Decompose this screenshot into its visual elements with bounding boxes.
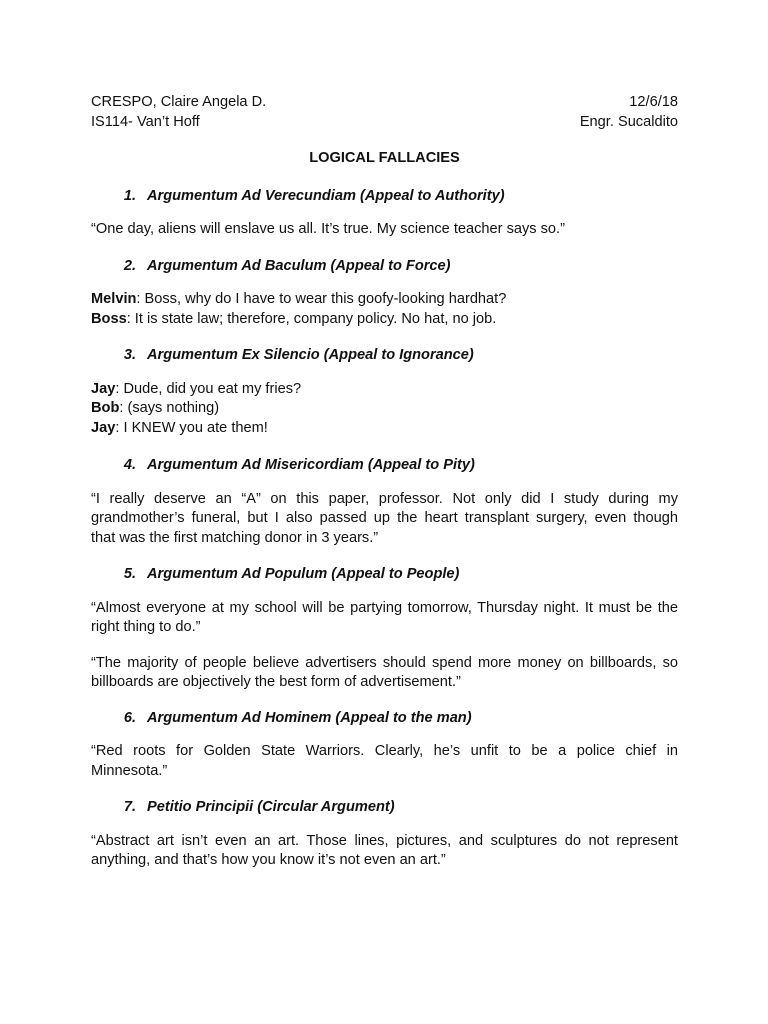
section-title: Argumentum Ex Silencio (Appeal to Ignorance) [147, 347, 474, 363]
paragraph-line: “Abstract art isn’t even an art. Those lines, pictures, and sculptures do not represent [91, 832, 678, 849]
paragraph-line: “Almost everyone at my school will be partying tomorrow, Thursday night. It must be the [91, 599, 678, 616]
example-paragraph [91, 742, 678, 781]
section-title: Argumentum Ad Misericordiam (Appeal to Pity) [147, 457, 475, 473]
fallacy-section [91, 257, 678, 330]
paragraph-line: “I really deserve an “A” on this paper, professor. Not only did I study during my [91, 490, 678, 507]
document-page [91, 93, 678, 871]
example-paragraph [91, 832, 678, 871]
paragraph-line: grandmother’s funeral, but I also passed up the heart transplant surgery, even though [91, 510, 678, 526]
dialogue-text: : I KNEW you ate them! [115, 419, 268, 436]
section-number: 2. [123, 257, 136, 274]
document-date: 12/6/18 [629, 94, 678, 110]
instructor-name: Engr. Sucaldito [579, 113, 678, 130]
dialogue-text: : Dude, did you eat my fries? [115, 380, 302, 397]
fallacy-section [91, 456, 678, 548]
section-number: 3. [123, 347, 136, 363]
section-title: Argumentum Ad Populum (Appeal to People) [147, 566, 460, 582]
section-heading [91, 709, 678, 729]
example-paragraph [91, 220, 678, 240]
dialogue-line [91, 419, 678, 439]
fallacy-section [91, 346, 678, 438]
dialogue-text: : (says nothing) [119, 400, 220, 416]
header-row-1 [91, 93, 678, 113]
section-number: 4. [123, 457, 136, 473]
document-title: LOGICAL FALLACIES [309, 150, 460, 166]
fallacy-section [91, 565, 678, 693]
speaker-name: Melvin [91, 291, 137, 307]
paragraph-line: Minnesota.” [91, 762, 168, 779]
example-paragraph [91, 654, 678, 693]
section-heading [91, 346, 678, 366]
paragraph-line: “Red roots for Golden State Warriors. Clearly, he’s unfit to be a police chief in [91, 743, 678, 759]
paragraph-line: that was the first matching donor in 3 years.” [91, 529, 379, 546]
section-title: Petitio Principii (Circular Argument) [147, 799, 395, 815]
section-number: 7. [123, 799, 136, 815]
section-number: 6. [123, 709, 136, 726]
dialogue-line [91, 399, 678, 419]
section-number: 1. [123, 187, 136, 204]
example-paragraph [91, 599, 678, 638]
speaker-name: Jay [91, 419, 116, 436]
dialogue-block [91, 380, 678, 439]
section-heading [91, 456, 678, 476]
course-section: IS114- Van’t Hoff [91, 113, 200, 130]
section-title: Argumentum Ad Verecundiam (Appeal to Authority) [147, 187, 505, 204]
dialogue-line [91, 380, 678, 400]
paragraph-line: “One day, aliens will enslave us all. It’s true. My science teacher says so.” [91, 221, 565, 237]
section-heading [91, 565, 678, 585]
section-heading [91, 187, 678, 207]
speaker-name: Boss [91, 310, 127, 327]
example-paragraph [91, 490, 678, 549]
fallacy-section [91, 798, 678, 871]
dialogue-block [91, 290, 678, 329]
speaker-name: Bob [91, 400, 120, 416]
speaker-name: Jay [91, 380, 116, 397]
fallacy-section [91, 187, 678, 240]
dialogue-text: : It is state law; therefore, company policy. No hat, no job. [126, 310, 497, 327]
paragraph-line: right thing to do.” [91, 619, 201, 635]
dialogue-text: : Boss, why do I have to wear this goofy-looking hardhat? [136, 291, 507, 307]
header-row-2 [91, 113, 678, 133]
section-heading [91, 798, 678, 818]
dialogue-line [91, 290, 678, 310]
fallacy-section [91, 709, 678, 782]
section-heading [91, 257, 678, 277]
paragraph-line: “The majority of people believe advertisers should spend more money on billboards, so [91, 654, 678, 671]
fallacy-sections [91, 187, 678, 871]
author-name: CRESPO, Claire Angela D. [91, 94, 267, 110]
dialogue-line [91, 310, 678, 330]
paragraph-line: billboards are objectively the best form of advertisement.” [91, 674, 461, 690]
paragraph-line: anything, and that’s how you know it’s not even an art.” [91, 852, 446, 868]
section-number: 5. [123, 566, 136, 582]
section-title: Argumentum Ad Hominem (Appeal to the man) [147, 709, 472, 726]
section-title: Argumentum Ad Baculum (Appeal to Force) [147, 257, 451, 274]
